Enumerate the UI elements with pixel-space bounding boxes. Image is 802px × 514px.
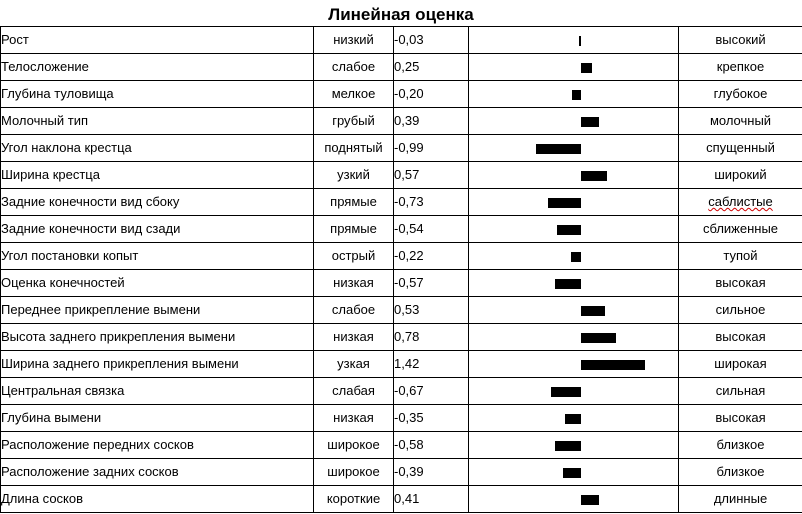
- trait-label-text: Длина сосков: [1, 491, 84, 506]
- low-pole-label-text: мелкое: [331, 86, 376, 101]
- trait-label-text: Глубина вымени: [1, 410, 102, 425]
- score-value: [394, 270, 469, 297]
- score-bar: [571, 252, 581, 262]
- score-bar: [581, 117, 599, 127]
- high-pole-label-text: спущенный: [706, 140, 775, 155]
- high-pole-label: [679, 405, 802, 432]
- high-pole-label-text: высокий: [715, 32, 766, 47]
- trait-label: [1, 108, 314, 135]
- trait-label: [1, 297, 314, 324]
- trait-label: [1, 270, 314, 297]
- trait-label: [1, 459, 314, 486]
- high-pole-label: [679, 459, 802, 486]
- trait-label: [1, 351, 314, 378]
- trait-label-text: Угол наклона крестца: [1, 140, 132, 155]
- trait-label-text: Задние конечности вид сбоку: [1, 194, 180, 209]
- low-pole-label-text: прямые: [330, 194, 377, 209]
- score-value: [394, 243, 469, 270]
- low-pole-label: [314, 378, 394, 405]
- table-row: [1, 324, 802, 351]
- low-pole-label-text: низкий: [333, 32, 374, 47]
- score-value-text: -0,54: [394, 221, 424, 236]
- trait-label: [1, 27, 314, 54]
- high-pole-label: [679, 297, 802, 324]
- trait-label-text: Угол постановки копыт: [1, 248, 139, 263]
- trait-label-text: Глубина туловища: [1, 86, 114, 101]
- trait-label: [1, 81, 314, 108]
- score-value-text: 0,41: [394, 491, 420, 506]
- score-bar: [581, 171, 607, 181]
- score-value: [394, 351, 469, 378]
- low-pole-label: [314, 405, 394, 432]
- low-pole-label: [314, 108, 394, 135]
- score-value: [394, 459, 469, 486]
- score-bar-cell: [469, 405, 679, 432]
- table-row: [1, 135, 802, 162]
- trait-label: [1, 378, 314, 405]
- trait-label-text: Ширина заднего прикрепления вымени: [1, 356, 239, 371]
- high-pole-label: [679, 27, 802, 54]
- low-pole-label-text: прямые: [330, 221, 377, 236]
- score-value-text: -0,67: [394, 383, 424, 398]
- low-pole-label-text: широкое: [327, 437, 380, 452]
- table-row: [1, 243, 802, 270]
- high-pole-label-text: широкий: [714, 167, 767, 182]
- high-pole-label-text: глубокое: [713, 86, 768, 101]
- high-pole-label: [679, 351, 802, 378]
- trait-label-text: Центральная связка: [1, 383, 125, 398]
- trait-label-text: Оценка конечностей: [1, 275, 125, 290]
- table-row: [1, 81, 802, 108]
- high-pole-label: [679, 54, 802, 81]
- high-pole-label: [679, 270, 802, 297]
- score-bar: [581, 495, 599, 505]
- trait-label: [1, 432, 314, 459]
- trait-label-text: Молочный тип: [1, 113, 89, 128]
- table-row: [1, 432, 802, 459]
- low-pole-label-text: грубый: [332, 113, 375, 128]
- score-bar: [557, 225, 581, 235]
- high-pole-label: [679, 81, 802, 108]
- score-value-text: -0,57: [394, 275, 424, 290]
- high-pole-label-text: высокая: [715, 329, 766, 344]
- low-pole-label-text: широкое: [327, 464, 380, 479]
- trait-label-text: Высота заднего прикрепления вымени: [1, 329, 236, 344]
- score-bar: [572, 90, 581, 100]
- score-bar: [581, 63, 592, 73]
- high-pole-label-text: близкое: [716, 464, 765, 479]
- trait-label-text: Ширина крестца: [1, 167, 100, 182]
- low-pole-label: [314, 486, 394, 513]
- trait-label-text: Расположение передних сосков: [1, 437, 194, 452]
- score-value: [394, 216, 469, 243]
- trait-label-text: Задние конечности вид сзади: [1, 221, 181, 236]
- high-pole-label-text: крепкое: [716, 59, 765, 74]
- score-value-text: 1,42: [394, 356, 420, 371]
- score-value-text: 0,39: [394, 113, 420, 128]
- score-value: [394, 135, 469, 162]
- high-pole-label: [679, 243, 802, 270]
- low-pole-label-text: короткие: [326, 491, 381, 506]
- trait-label: [1, 189, 314, 216]
- low-pole-label-text: слабое: [331, 302, 376, 317]
- table-row: [1, 216, 802, 243]
- table-row: [1, 405, 802, 432]
- score-bar: [551, 387, 581, 397]
- table-row: [1, 486, 802, 513]
- low-pole-label-text: узкий: [337, 167, 370, 182]
- trait-label-text: Телосложение: [1, 59, 89, 74]
- trait-label: [1, 54, 314, 81]
- score-value: [394, 81, 469, 108]
- score-value: [394, 486, 469, 513]
- score-bar-cell: [469, 324, 679, 351]
- low-pole-label: [314, 216, 394, 243]
- table-row: [1, 459, 802, 486]
- score-value: [394, 162, 469, 189]
- table-row: [1, 270, 802, 297]
- score-bar-cell: [469, 351, 679, 378]
- high-pole-label-text: сближенные: [702, 221, 779, 236]
- low-pole-label: [314, 270, 394, 297]
- low-pole-label: [314, 135, 394, 162]
- low-pole-label: [314, 27, 394, 54]
- table-row: [1, 27, 802, 54]
- score-value-text: -0,03: [394, 32, 424, 47]
- table-row: [1, 108, 802, 135]
- low-pole-label-text: низкая: [333, 275, 374, 290]
- score-bar-cell: [469, 432, 679, 459]
- high-pole-label-text: молочный: [709, 113, 772, 128]
- score-bar-cell: [469, 135, 679, 162]
- table-body: [1, 27, 802, 513]
- score-bar: [536, 144, 581, 154]
- high-pole-label-text: высокая: [715, 275, 766, 290]
- table-row: [1, 162, 802, 189]
- low-pole-label-text: узкая: [337, 356, 370, 371]
- trait-label: [1, 162, 314, 189]
- score-bar-cell: [469, 270, 679, 297]
- score-value: [394, 27, 469, 54]
- trait-label: [1, 135, 314, 162]
- table-row: [1, 378, 802, 405]
- trait-label: [1, 405, 314, 432]
- table-row: [1, 189, 802, 216]
- score-bar: [548, 198, 581, 208]
- high-pole-label: [679, 135, 802, 162]
- low-pole-label: [314, 243, 394, 270]
- score-bar: [581, 360, 645, 370]
- score-value: [394, 432, 469, 459]
- score-value: [394, 108, 469, 135]
- table-row: [1, 297, 802, 324]
- trait-label: [1, 243, 314, 270]
- score-value: [394, 378, 469, 405]
- score-value-text: 0,53: [394, 302, 420, 317]
- low-pole-label: [314, 297, 394, 324]
- score-bar-cell: [469, 297, 679, 324]
- high-pole-label-text: тупой: [723, 248, 758, 263]
- score-bar: [563, 468, 581, 478]
- score-bar-cell: [469, 81, 679, 108]
- table-row: [1, 351, 802, 378]
- score-bar: [565, 414, 581, 424]
- score-value-text: -0,58: [394, 437, 424, 452]
- high-pole-label: [679, 216, 802, 243]
- trait-label-text: Рост: [1, 32, 29, 47]
- score-bar-cell: [469, 459, 679, 486]
- trait-label-text: Расположение задних сосков: [1, 464, 179, 479]
- score-value-text: -0,35: [394, 410, 424, 425]
- score-bar-cell: [469, 378, 679, 405]
- sheet-title: Линейная оценка: [328, 5, 474, 24]
- score-value-text: -0,20: [394, 86, 424, 101]
- score-value-text: 0,78: [394, 329, 420, 344]
- score-value: [394, 297, 469, 324]
- high-pole-label-text: длинные: [713, 491, 768, 506]
- low-pole-label: [314, 162, 394, 189]
- score-bar-cell: [469, 54, 679, 81]
- score-value-text: -0,73: [394, 194, 424, 209]
- score-value-text: -0,22: [394, 248, 424, 263]
- low-pole-label-text: слабое: [331, 59, 376, 74]
- score-value: [394, 54, 469, 81]
- score-bar: [579, 36, 581, 46]
- low-pole-label-text: поднятый: [324, 140, 383, 155]
- low-pole-label: [314, 189, 394, 216]
- low-pole-label-text: низкая: [333, 329, 374, 344]
- low-pole-label-text: острый: [331, 248, 376, 263]
- score-bar-cell: [469, 243, 679, 270]
- high-pole-label-text: сильное: [715, 302, 766, 317]
- score-bar-cell: [469, 162, 679, 189]
- high-pole-label: [679, 432, 802, 459]
- high-pole-label: [679, 189, 802, 216]
- high-pole-label: [679, 324, 802, 351]
- trait-label: [1, 486, 314, 513]
- score-bar-cell: [469, 108, 679, 135]
- low-pole-label-text: низкая: [333, 410, 374, 425]
- score-bar-cell: [469, 216, 679, 243]
- score-value-text: 0,25: [394, 59, 420, 74]
- score-bar-cell: [469, 189, 679, 216]
- score-bar: [555, 279, 581, 289]
- linear-score-table: [0, 26, 802, 513]
- low-pole-label: [314, 81, 394, 108]
- score-bar: [555, 441, 581, 451]
- table-row: [1, 54, 802, 81]
- score-bar: [581, 306, 605, 316]
- score-value-text: -0,99: [394, 140, 424, 155]
- high-pole-label: [679, 108, 802, 135]
- high-pole-label-text: саблистые: [708, 194, 773, 209]
- high-pole-label: [679, 162, 802, 189]
- low-pole-label-text: слабая: [332, 383, 375, 398]
- high-pole-label-text: высокая: [715, 410, 766, 425]
- trait-label: [1, 216, 314, 243]
- score-bar-cell: [469, 486, 679, 513]
- score-value-text: 0,57: [394, 167, 420, 182]
- low-pole-label: [314, 459, 394, 486]
- high-pole-label: [679, 486, 802, 513]
- score-bar-cell: [469, 27, 679, 54]
- high-pole-label-text: близкое: [716, 437, 765, 452]
- score-value: [394, 405, 469, 432]
- high-pole-label-text: сильная: [715, 383, 766, 398]
- trait-label-text: Переднее прикрепление вымени: [1, 302, 201, 317]
- score-value: [394, 189, 469, 216]
- low-pole-label: [314, 54, 394, 81]
- score-bar: [581, 333, 616, 343]
- low-pole-label: [314, 351, 394, 378]
- high-pole-label-text: широкая: [714, 356, 767, 371]
- low-pole-label: [314, 324, 394, 351]
- low-pole-label: [314, 432, 394, 459]
- score-value-text: -0,39: [394, 464, 424, 479]
- trait-label: [1, 324, 314, 351]
- high-pole-label: [679, 378, 802, 405]
- score-value: [394, 324, 469, 351]
